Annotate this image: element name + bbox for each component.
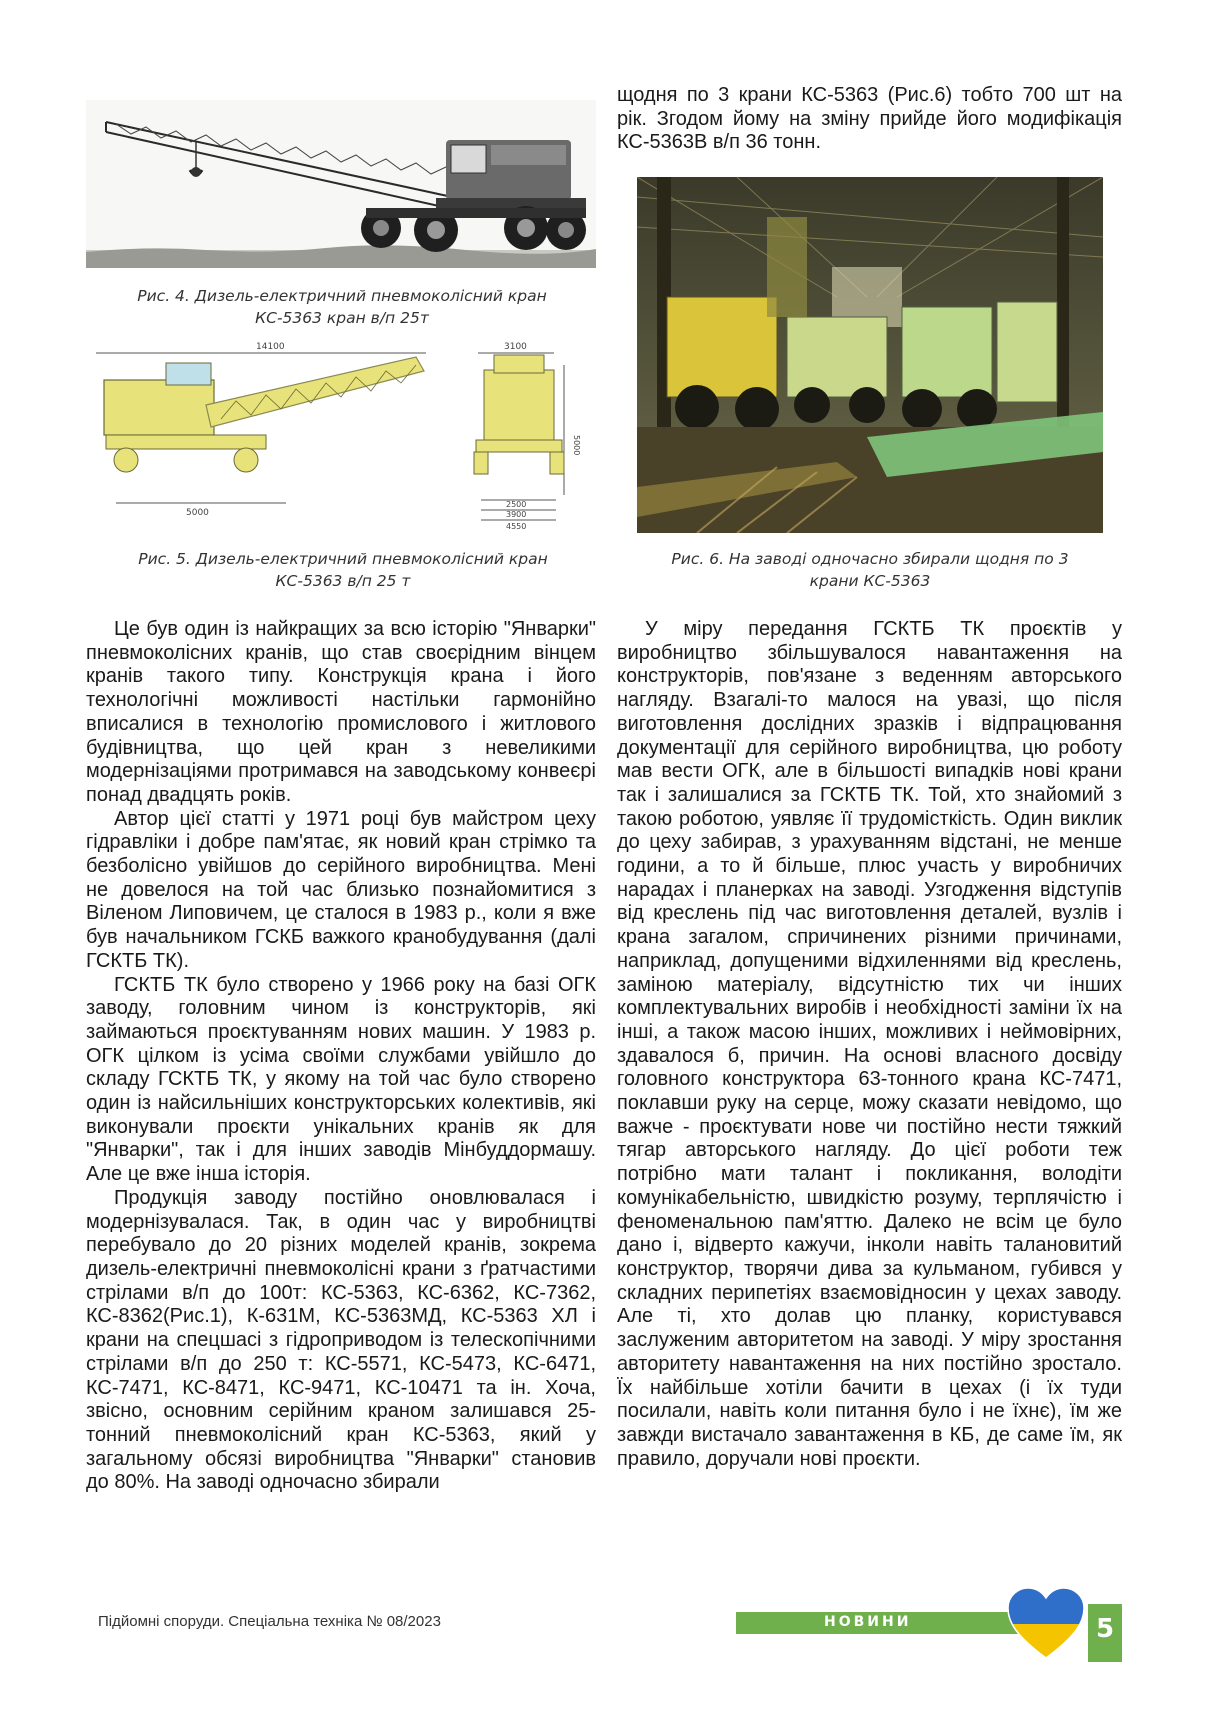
- paragraph: ГСКТБ ТК було створено у 1966 року на базі ОГК заводу, головним чином із конструкторів, які займаються проєктуванням нових машин. У 1983 р. ОГК цілком із усіма своїми службами увійшло до складу ГСКТБ ТК, у якому на той час було створено один із найсильніших конструкторських колективів, які виконували проєкти унікальних кранів як для "Январки", так і для інших заводів Мінбуддормашу. Але це вже інша історія.: [86, 973, 596, 1186]
- dim-base: 5000: [186, 508, 209, 518]
- dim-width: 3100: [504, 342, 527, 352]
- paragraph: Автор цієї статті у 1971 році був майстром цеху гідравліки і добре пам'ятає, як новий кран стрімко та безболісно увійшов до серійного виробництва. Мені не довелося на той час близько познайомитися з Віленом Липовичем, це сталося в 1983 р., коли я вже був начальником ГСКБ важкого кранобудування (далі ГСКТБ ТК).: [86, 807, 596, 972]
- section-label: НОВИНИ: [824, 1614, 912, 1630]
- figure-4-photo: [86, 100, 596, 268]
- factory-photo-image: [637, 177, 1103, 533]
- dim-c: 4550: [506, 522, 527, 531]
- dim-length: 14100: [256, 342, 285, 352]
- top-right-paragraph: [617, 84, 1122, 155]
- figure-6-photo: [637, 177, 1103, 533]
- page-number: 5: [1095, 1614, 1115, 1644]
- heart-icon: [1006, 1586, 1086, 1660]
- right-column: [617, 618, 1122, 1471]
- dim-b: 3900: [506, 510, 527, 519]
- dim-a: 2500: [506, 500, 527, 509]
- journal-title: Підйомні споруди. Спеціальна техніка № 08/2023: [98, 1613, 441, 1630]
- paragraph: Продукція заводу постійно оновлювалася і модернізувалася. Так, в один час у виробництві перебувало до 20 різних моделей кранів, зокрема дизель-електричні пневмоколісні крани з ґратчастими стрілами в/п до 100т: КС-5363, КС-6362, КС-7362, КС-8362(Рис.1), К-631М, КС-5363МД, КС-5363 ХЛ і крани на спецшасі з гідроприводом із телескопічними стрілами в/п до 250 т: КС-5571, КС-5473, КС-6471, КС-7471, КС-8471, КС-9471, КС-10471 та ін. Хоча, звісно, основним серійним краном залишався 25-тонний пневмоколісний кран КС-5363, який у загальному обсязі виробництва "Январки" становив до 80%. На заводі одночасно збирали: [86, 1186, 596, 1494]
- dim-height: 5000: [572, 435, 581, 456]
- figure-6-caption: Рис. 6. На заводі одночасно збирали щодня по 3 крани КС-5363: [671, 550, 1069, 590]
- left-column: [86, 618, 596, 1495]
- crane-drawing-image: [86, 335, 596, 535]
- figure-5-drawing: [86, 335, 596, 535]
- crane-photo-image: [86, 100, 596, 268]
- paragraph-continuation: щодня по 3 крани КС-5363 (Рис.6) тобто 700 шт на рік. Згодом йому на зміну прийде його модифікація КС-5363В в/п 36 тонн.: [617, 84, 1122, 154]
- paragraph: Це був один із найкращих за всю історію "Январки" пневмоколісних кранів, що став своєрідним вінцем кранів такого типу. Конструкція крана і його технологічні можливості настільки гармонійно вписалися в технологію промислового і житлового будівництва, що цей кран з невеликими модернізаціями протримався на заводському конвеєрі понад двадцять років.: [86, 618, 596, 806]
- figure-4-caption: Рис. 4. Дизель-електричний пневмоколісний кран КС-5363 кран в/п 25т: [137, 287, 547, 327]
- figure-5-caption: Рис. 5. Дизель-електричний пневмоколісний кран КС-5363 в/п 25 т: [138, 550, 548, 590]
- paragraph: У міру передання ГСКТБ ТК проєктів у виробництво збільшувалося навантаження на конструкторів, пов'язане з веденням авторського нагляду. Взагалі-то малося на увазі, що після виготовлення дослідних зразків і відпрацювання документації для серійного виробництва, цю роботу мав вести ОГК, але в більшості випадків нові крани так і залишалися за ГСКТБ ТК. Той, хто знайомий з такою роботою, уявляє її трудомісткість. Один виклик до цеху забирав, з урахуванням відстані, не менше години, а то й більше, плюс участь у виробничих нарадах і планерках на заводі. Узгодження відступів від креслень під час виготовлення деталей, вузлів і крана загалом, спричинених різними причинами, наприклад, допущеними відхиленнями від креслень, заміною матеріалу, відсутністю тих чи інших комплектувальних виробів і необхідності заміни їх на інші, а також масою інших, можливих і неймовірних, здавалося б, причин. На основі власного досвіду головного конструктора 63-тонного крана КС-7471, поклавши руку на серце, можу сказати невідомо, що важче - проєктувати нове чи постійно нести тяжкий тягар авторського нагляду. До цієї роботи теж потрібно мати талант і покликання, володіти комунікабельністю, швидкістю розуму, терплячістю і феноменальною пам'яттю. Далеко не всім це було дано і, відверто кажучи, інколи навіть талановитий конструктор, творячи дива за кульманом, губився у складних перипетіях взаємовідносин у цехах заводу. Але ті, хто долав цю планку, користувався заслуженим авторитетом на заводі. У міру зростання авторитету навантаження на них постійно зростало. Їх найбільше хотіли бачити в цехах (і їх туди посилали, навіть коли питання було і не їхнє), їм же завжди вистачало завантаження в КБ, де саме їм, як правило, доручали нові проєкти.: [617, 618, 1122, 1470]
